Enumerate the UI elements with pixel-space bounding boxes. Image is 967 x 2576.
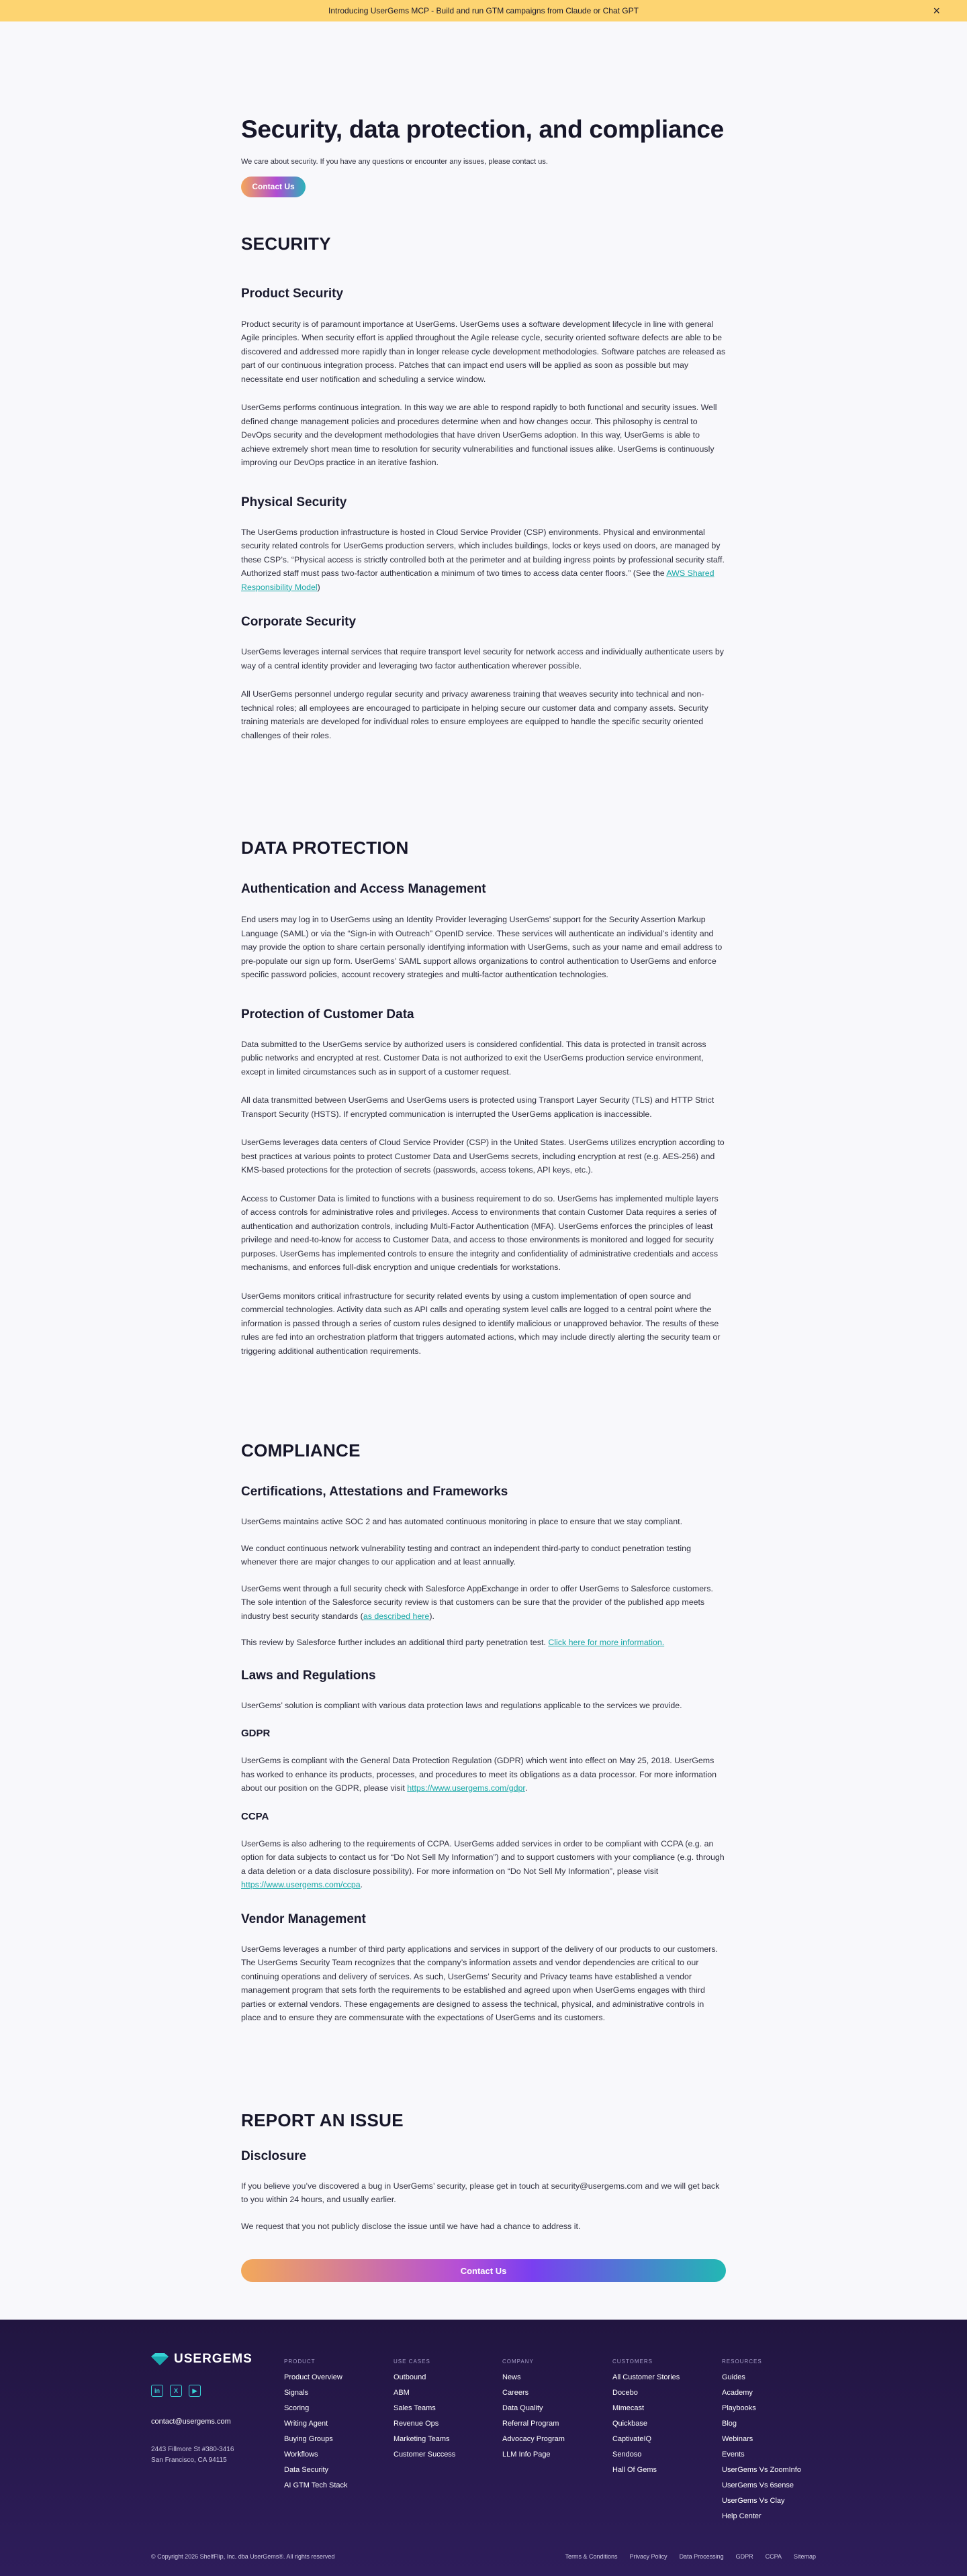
report-heading: REPORT AN ISSUE (241, 2110, 404, 2130)
paragraph (241, 1837, 726, 1892)
security-heading: SECURITY (241, 233, 331, 254)
legal-link[interactable]: GDPR (735, 2553, 753, 2560)
close-icon[interactable]: × (933, 4, 940, 17)
footer-address (151, 2444, 234, 2466)
product-security-title: Product Security (241, 286, 344, 301)
usergems-logo[interactable] (151, 2352, 252, 2367)
column-heading: COMPANY (502, 2359, 534, 2365)
footer-link[interactable]: Buying Groups (284, 2435, 333, 2443)
footer-link[interactable]: Writing Agent (284, 2420, 328, 2428)
footer-link[interactable]: Product Overview (284, 2373, 342, 2381)
paragraph: UserGems’ solution is compliant with various data protection laws and regulations applicable to the services we provide. (241, 1700, 682, 1710)
paragraph-text: ) (317, 582, 320, 592)
paragraph: If you believe you’ve discovered a bug in UserGems’ security, please get in touch at security@usergems.com and we will get back to you within 24 hours, and usually earlier. (241, 2181, 720, 2204)
legal-link[interactable]: CCPA (765, 2553, 782, 2560)
footer-link[interactable]: Sendoso (612, 2450, 642, 2459)
paragraph: Access to Customer Data is limited to functions with a business requirement to do so. UserGems has implemented multiple layers of access controls for administrative roles and privileges. Access to environments that contain Customer Data requires a series of authentication and authorization controls, including Multi-Factor Authentication (MFA). UserGems enforces the principles of least privilege and need-to-know for access to Customer Data, and access to those environments is monitored and logged for security purposes. UserGems has implemented controls to ensure the integrity and confidentiality of administrative credentials and access mechanisms, and enforces full-disk encryption and unique credentials for workstations. (241, 1193, 719, 1272)
intro-text: We care about security. If you have any questions or encounter any issues, please contact us. (241, 158, 548, 166)
footer-link[interactable]: Academy (722, 2389, 753, 2397)
paragraph-text: The UserGems production infrastructure is hosted in Cloud Service Provider (CSP) environments. Physical and environmental security related controls for UserGems production servers, which includes buildings, locks or keys used on doors, are managed by these CSP’s. “Physical access is strictly controlled both at the perimeter and at building ingress points by professional security staff. Authorized staff must pass two-factor authentication a minimum of two times to access data center floors.” (See the (241, 527, 725, 578)
footer-link[interactable]: Outbound (394, 2373, 426, 2381)
address-line: San Francisco, CA 94115 (151, 2457, 227, 2464)
footer-link[interactable]: LLM Info Page (502, 2450, 551, 2459)
footer-link[interactable]: Webinars (722, 2435, 753, 2443)
footer-link[interactable]: Docebo (612, 2389, 638, 2397)
ccpa-title: CCPA (241, 1810, 269, 1822)
paragraph (241, 1636, 726, 1650)
gdpr-title: GDPR (241, 1728, 271, 1739)
linkedin-icon[interactable]: in (151, 2385, 163, 2397)
ccpa-link[interactable]: https://www.usergems.com/ccpa (241, 1880, 361, 1889)
footer-link[interactable]: Advocacy Program (502, 2435, 565, 2443)
paragraph: We request that you not publicly disclose the issue until we have had a chance to address it. (241, 2221, 581, 2231)
paragraph-text: . (524, 1783, 528, 1793)
logo-text: USERGEMS (174, 2352, 252, 2366)
paragraph-text: ). (429, 1611, 434, 1621)
legal-link[interactable]: Privacy Policy (629, 2553, 667, 2560)
footer-link[interactable]: Data Security (284, 2466, 329, 2474)
column-heading: CUSTOMERS (612, 2359, 653, 2365)
footer-link[interactable]: Workflows (284, 2450, 318, 2459)
paragraph (241, 526, 726, 595)
footer-column-use-cases (394, 2359, 455, 2463)
footer-link[interactable]: Mimecast (612, 2404, 645, 2412)
legal-links (565, 2553, 816, 2560)
paragraph-text: UserGems is compliant with the General Data Protection Regulation (GDPR) which went into effect on May 25, 2018. UserGems has worked to enhance its products, processes, and procedures to meet its obligations as a data processor. For more information about our position on the GDPR, please visit (241, 1756, 717, 1793)
more-info-link[interactable]: Click here for more information. (548, 1638, 665, 1647)
footer-link[interactable]: Signals (284, 2389, 309, 2397)
aws-model-link[interactable]: AWS Shared Responsibility Model (241, 568, 715, 592)
legal-link[interactable]: Terms & Conditions (565, 2553, 618, 2560)
gdpr-link[interactable]: https://www.usergems.com/gdpr (407, 1783, 525, 1793)
paragraph: UserGems maintains active SOC 2 and has automated continuous monitoring in place to ensure that we stay compliant. (241, 1517, 683, 1526)
paragraph: We conduct continuous network vulnerability testing and contract an independent third-party to conduct penetration testing whenever there are major changes to our application and at least annually. (241, 1543, 691, 1567)
described-here-link[interactable]: as described here (363, 1611, 430, 1621)
banner-text[interactable]: Introducing UserGems MCP - Build and run GTM campaigns from Claude or Chat GPT (328, 6, 639, 15)
footer-link[interactable]: AI GTM Tech Stack (284, 2481, 348, 2489)
legal-link[interactable]: Sitemap (793, 2553, 816, 2560)
footer-link[interactable]: Marketing Teams (394, 2435, 450, 2443)
customer-data-title: Protection of Customer Data (241, 1007, 414, 1022)
physical-security-title: Physical Security (241, 495, 347, 509)
paragraph-text: UserGems went through a full security check with Salesforce AppExchange in order to offer UserGems to Salesforce customers. The sole intention of the Salesforce security review is that customers can be sure that the provider of the published app meets industry best security standards ( (241, 1583, 713, 1621)
column-heading: RESOURCES (722, 2359, 762, 2365)
footer-bottom (151, 2553, 816, 2560)
announcement-banner[interactable] (0, 0, 967, 21)
x-icon[interactable]: X (170, 2385, 182, 2397)
paragraph: Product security is of paramount importance at UserGems. UserGems uses a software development lifecycle in line with general Agile principles. When security effort is applied throughout the Agile release cycle, security oriented software defects are able to be discovered and addressed more rapidly than in longer release cycle development methodologies. Software patches are released as part of our continuous integration process. Patches that can impact end users will be applied as soon as possible but may necessitate end user notification and scheduling a service window. (241, 319, 726, 384)
footer-link[interactable]: UserGems Vs ZoomInfo (722, 2466, 801, 2474)
footer-link[interactable]: Scoring (284, 2404, 310, 2412)
column-heading: PRODUCT (284, 2359, 316, 2365)
paragraph: All UserGems personnel undergo regular security and privacy awareness training that weaves security into technical and non-technical roles; all employees are encouraged to participate in helping secure our customer data and company assets. Security training materials are developed for individual roles to ensure employees are equipped to handle the specific security oriented challenges of their roles. (241, 689, 708, 740)
gem-icon (151, 2353, 169, 2365)
footer-link[interactable]: Revenue Ops (394, 2420, 439, 2428)
address-line: 2443 Fillmore St #380-3416 (151, 2446, 234, 2453)
footer-link[interactable]: News (502, 2373, 521, 2381)
paragraph: UserGems leverages a number of third party applications and services in support of the delivery of our products to our customers. The UserGems Security Team recognizes that the company’s information assets and vendor dependencies are critical to our continuing operations and delivery of services. As such, UserGems’ Security and Privacy teams have established a vendor management program that sets forth the requirements to be established and agreed upon when UserGems engages with third parties or external vendors. These engagements are designed to assess the technical, physical, and administrative controls in place and to ensure they are commensurate with the expectations of UserGems and its customers. (241, 1944, 719, 2022)
footer-link[interactable]: CaptivateIQ (612, 2435, 652, 2443)
data-protection-heading: DATA PROTECTION (241, 838, 409, 858)
footer-link[interactable]: Events (722, 2450, 745, 2459)
footer-link[interactable]: Referral Program (502, 2420, 559, 2428)
footer-link[interactable]: Quickbase (612, 2420, 647, 2428)
footer-column-product (284, 2359, 348, 2493)
legal-link[interactable]: Data Processing (679, 2553, 724, 2560)
footer-link[interactable]: UserGems Vs 6sense (722, 2481, 794, 2489)
contact-us-button[interactable]: Contact Us (241, 177, 306, 197)
paragraph: UserGems leverages internal services that require transport level security for network access and individually authenticate users by way of a central identity provider and leveraging two factor authentication wherever possible. (241, 647, 724, 671)
footer-link[interactable]: Playbooks (722, 2404, 756, 2412)
footer-link[interactable]: Guides (722, 2373, 745, 2381)
youtube-icon[interactable]: ▶ (189, 2385, 201, 2397)
footer-column-company (502, 2359, 565, 2463)
copyright: © Copyright 2026 ShelfFlip, Inc. dba UserGems®. All rights reserved (151, 2553, 335, 2560)
footer-link[interactable]: Careers (502, 2389, 529, 2397)
paragraph: End users may log in to UserGems using an Identity Provider leveraging UserGems’ support for the Security Assertion Markup Language (SAML) or via the “Sign-in with Outreach” OpenID service. These services will authenticate an individual’s identity and may provide the option to share certain personally identifying information with UserGems, such as your name and email address to pre-populate our sign up form. UserGems’ SAML support allows organizations to control authentication to UserGems and enforce specific password policies, account recovery strategies and multi-factor authentication technologies. (241, 915, 723, 979)
footer-link[interactable]: Data Quality (502, 2404, 543, 2412)
paragraph: UserGems leverages data centers of Cloud Service Provider (CSP) in the United States. UserGems utilizes encryption according to best practices at various points to protect Customer Data and UserGems secrets, including encryption at rest (e.g. AES-256) and KMS-based protections for the protection of secrets (passwords, access tokens, API keys, etc.). (241, 1138, 725, 1175)
footer-link[interactable]: Help Center (722, 2512, 762, 2520)
footer-link[interactable]: Sales Teams (394, 2404, 436, 2412)
footer (0, 2320, 967, 2576)
auth-title: Authentication and Access Management (241, 882, 486, 896)
main-content (0, 21, 967, 2320)
paragraph: UserGems performs continuous integration. In this way we are able to respond rapidly to both functional and security issues. Well defined change management policies and procedures determine when and how changes occur. This philosophy is central to DevOps security and the development methodologies that have driven UserGems adoption. In this way, UserGems is able to achieve extremely short mean time to resolution for security vulnerabilities and functional issues alike. UserGems is continuously improving our DevOps practice in an iterative fashion. (241, 403, 717, 467)
footer-email[interactable]: contact@usergems.com (151, 2418, 231, 2426)
paragraph-text: . (360, 1880, 363, 1889)
contact-us-wide-button[interactable]: Contact Us (241, 2259, 726, 2282)
footer-column-resources (722, 2359, 801, 2524)
footer-link[interactable]: UserGems Vs Clay (722, 2497, 785, 2505)
social-links (151, 2385, 201, 2397)
paragraph: All data transmitted between UserGems and UserGems users is protected using Transport Layer Security (TLS) and HTTP Strict Transport Security (HSTS). If encrypted communication is interrupted the UserGems application is inaccessible. (241, 1095, 715, 1119)
column-heading: USE CASES (394, 2359, 430, 2365)
paragraph-text: UserGems is also adhering to the requirements of CCPA. UserGems added services in order to be compliant with CCPA (e.g. an option for data subjects to contact us for “Do Not Sell My Information”) and to support customers with your compliance (e.g. through a data deletion or a data disclosure possibility). For more information on “Do Not Sell My Information”, please visit (241, 1838, 725, 1876)
footer-link[interactable]: ABM (394, 2389, 410, 2397)
footer-link[interactable]: Blog (722, 2420, 737, 2428)
paragraph-text: This review by Salesforce further includes an additional third party penetration test. (241, 1638, 549, 1647)
footer-link[interactable]: Hall Of Gems (612, 2466, 657, 2474)
paragraph (241, 1754, 726, 1795)
certifications-title: Certifications, Attestations and Frameworks (241, 1485, 508, 1499)
page-title: Security, data protection, and compliance (241, 115, 724, 143)
footer-column-customers (612, 2359, 680, 2478)
paragraph: UserGems monitors critical infrastructure for security related events by using a custom implementation of open source and commercial technologies. Activity data such as API calls and operating system level calls are logged to a central point where the information is passed through a series of custom rules designed to identify malicious or unapproved behavior. The results of these rules are fed into an orchestration platform that triggers automated actions, which may include directly alerting the security team or triggering additional authentication requirements. (241, 1291, 721, 1356)
disclosure-title: Disclosure (241, 2148, 307, 2163)
paragraph (241, 1582, 726, 1624)
vendor-title: Vendor Management (241, 1912, 366, 1926)
corporate-security-title: Corporate Security (241, 615, 357, 629)
paragraph: Data submitted to the UserGems service by authorized users is considered confidential. This data is protected in transit across public networks and encrypted at rest. Customer Data is not authorized to exit the UserGems production service environment, except in limited circumstances such as in support of a customer request. (241, 1039, 706, 1077)
compliance-heading: COMPLIANCE (241, 1440, 361, 1460)
laws-title: Laws and Regulations (241, 1668, 376, 1683)
footer-link[interactable]: Customer Success (394, 2450, 456, 2459)
footer-link[interactable]: All Customer Stories (612, 2373, 680, 2381)
